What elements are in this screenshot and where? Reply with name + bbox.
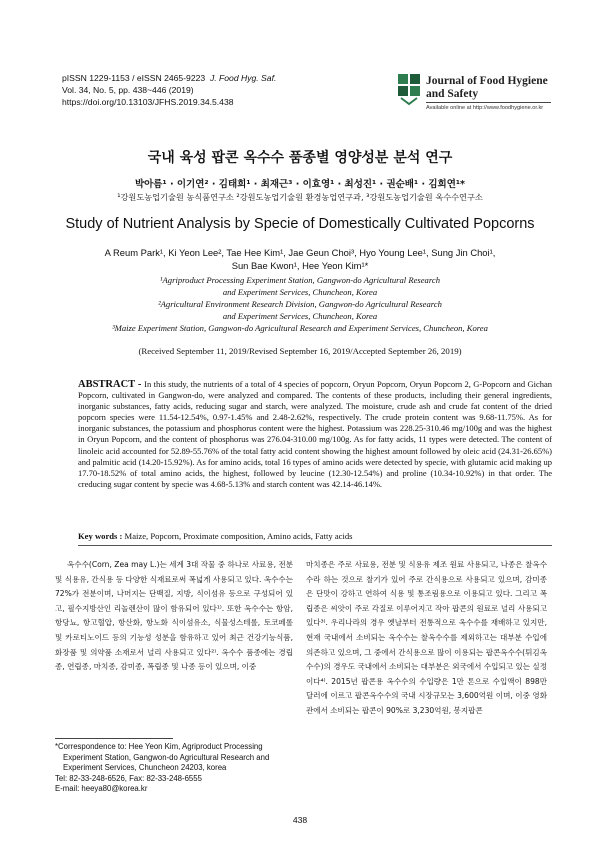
email[interactable]: E-mail: heeya80@korea.kr [55,784,148,794]
affiliation-line: and Experiment Services, Chuncheon, Korea [222,311,378,321]
received-dates: (Received September 11, 2019/Revised September 16, 2019/Accepted September 26, 2019) [138,346,462,356]
keywords-divider [78,545,552,546]
korean-title: 국내 육성 팝콘 옥수수 품종별 영양성분 분석 연구 [147,150,453,166]
journal-abbrev: J. Food Hyg. Saf. [209,73,277,83]
english-authors: A Reum Park¹, Ki Yeon Lee², Tae Hee Kim¹, Jae Geun Choi³, Hyo Young Lee¹, Sung Jin Choi¹, Sun Bae Kwon¹, Hee Yeon Kim¹* [104,247,496,271]
english-affiliations [40,274,560,334]
keywords-label: Key words : [78,531,125,541]
doi-link[interactable]: https://doi.org/10.13103/JFHS.2019.34.5.438 [62,97,234,107]
volume-line: Vol. 34, No. 5, pp. 438~446 (2019) [62,85,194,95]
affiliation-line: ³Maize Experiment Station, Gangwon-do Agricultural Research and Experiment Services, Chuncheon, Korea [112,323,488,333]
korean-authors: 박아름¹ · 이기연² · 김태희¹ · 최재근³ · 이효영¹ · 최성진¹ · 권순배¹ · 김희연¹* [134,179,466,190]
journal-url[interactable]: Available online at http://www.foodhygiene.or.kr [426,105,544,111]
correspondence-footnote: *Correspondence to: Hee Yeon Kim, Agriproduct Processing Experiment Station, Gangwon-do Agricultural Research and Experiment Services, Chuncheon 24203, korea Tel: 82-33-248-6526, Fax: 82-33-248-6555 E-mail: heeya80@korea.kr [55,742,300,795]
page-number: 438 [292,815,308,825]
korean-affiliations: ¹강원도농업기술원 농식품연구소 ²강원도농업기술원 환경농업연구과, ³강원도농업기술원 옥수수연구소 [117,192,483,202]
affiliation-line: ¹Agriproduct Processing Experiment Station, Gangwon-do Agricultural Research [159,275,440,285]
keywords [78,531,552,541]
footnote-divider [55,738,173,739]
english-title: Study of Nutrient Analysis by Specie of Domestically Cultivated Popcorns [65,216,535,232]
journal-logo [396,72,551,120]
journal-emblem-icon [396,72,422,106]
abstract-heading: ABSTRACT - [78,379,145,390]
affiliation-line: ²Agricultural Environment Research Division, Gangwon-do Agricultural Research [158,299,442,309]
logo-divider [426,102,551,103]
body-column-left: 옥수수(Corn, Zea may L.)는 세계 3대 작물 중 하나로 사료용, 전분 및 식용유, 간식용 등 다양한 식재료로써 폭넓게 사용되고 있다. 옥수수는 72%가 전분이며, 나머지는 단백질, 지방, 식이섬유 등으로 구성되어 있고, 필수지방산인 리놀렌산이 많이 함유되어 있다¹⁾. 또한 옥수수는 항암, 항당뇨, 항고혈압, 항산화, 항노화 식이섬유소, 식물성스테롤, 토코페롤 및 카로티노이드 등의 기능성 성분을 함유하고 있어 최근 건강기능식품, 화장품 및 의약품 소재로서 널리 사용되고 있다²⁾. 옥수수 품종에는 경립종, 연립종, 마치종, 감미종, 폭립종 및 나종 등이 있으며, 이중 [55,560,293,672]
keywords-text: Maize, Popcorn, Proximate composition, Amino acids, Fatty acids [124,531,353,541]
journal-title: Journal of Food Hygiene and Safety [426,75,548,100]
body-column-right: 마치종은 주로 사료용, 전분 및 식용유 제조 원료 사용되고, 나종은 찰옥수수라 하는 것으로 찰기가 있어 주로 간식용으로 사용되고 있으며, 감미종은 단맛이 강하고 연하여 식용 및 통조림용으로 이용되고 있다. 그리고 폭립종은 씨앗이 주로 각질로 이루어지고 작아 팝콘의 원료로 널리 사용되고 있다³⁾. 우리나라의 경우 옛날부터 전통적으로 옥수수를 재배하고 있지만, 현재 국내에서 소비되는 옥수수는 찰옥수수를 제외하고는 대부분 수입에 의존하고 있으며, 그 중에서 간식용으로 많이 이용되는 팝콘옥수수(튀김옥수수)의 경우도 국내에서 소비되는 대부분은 외국에서 수입되고 있는 실정이다⁴⁾. 2015년 팝콘용 옥수수의 수입량은 1만 톤으로 수입액이 898만 달러에 이르고 팝콘옥수수의 국내 시장규모는 3,600억원 이며, 이중 영화관에서 소비되는 팝콘이 90%로 3,230억원, 봉지팝콘 [306,560,547,715]
issn: pISSN 1229-1153 / eISSN 2465-9223 [62,73,206,83]
journal-metadata [62,72,276,108]
abstract [78,379,552,490]
affiliation-line: and Experiment Services, Chuncheon, Korea [222,287,378,297]
abstract-text: In this study, the nutrients of a total of 4 species of popcorn, Oryun Popcorn, Oryun Popcorn 2, G-Popcorn and Gichan Popcorn, cultivated in Gangwon-do, were analyzed and compared. The contents of these products, including their general ingredients, inorganic substances, fatty acids, reducing sugar and starch, were analyzed. The moisture, crude ash and crude fat content of the dried popcorn species were 11.54-12.54%, 0.97-1.45% and 2.48-2.62%, respectively. The crude protein content was 9.68-11.75%. As for inorganic substances, the potassium and phosphorus content were the highest. Potassium was 228.25-310.46 mg/100g and was the highest in Oryun Popcorn, and the content of phosphorus was 276.04-310.00 mg/100g. As for fatty acids, 11 types were detected. The content of linoleic acid accounted for 52.89-55.76% of the total fatty acid content showing the highest amount followed by oleic acid (24.31-26.65%) and palmitic acid (14.20-15.92%). As for amino acids, total 16 types of amino acids were detected by specie, with glutamic acid making up 17.70-18.52% of total amino acids, the highest, followed by leucine (12.30-12.54%) and proline (10.34-10.92%) in that order. The creducing sugar content by specie was 4.68-5.13% and starch content was 42.14-46.14%. [78,379,552,489]
